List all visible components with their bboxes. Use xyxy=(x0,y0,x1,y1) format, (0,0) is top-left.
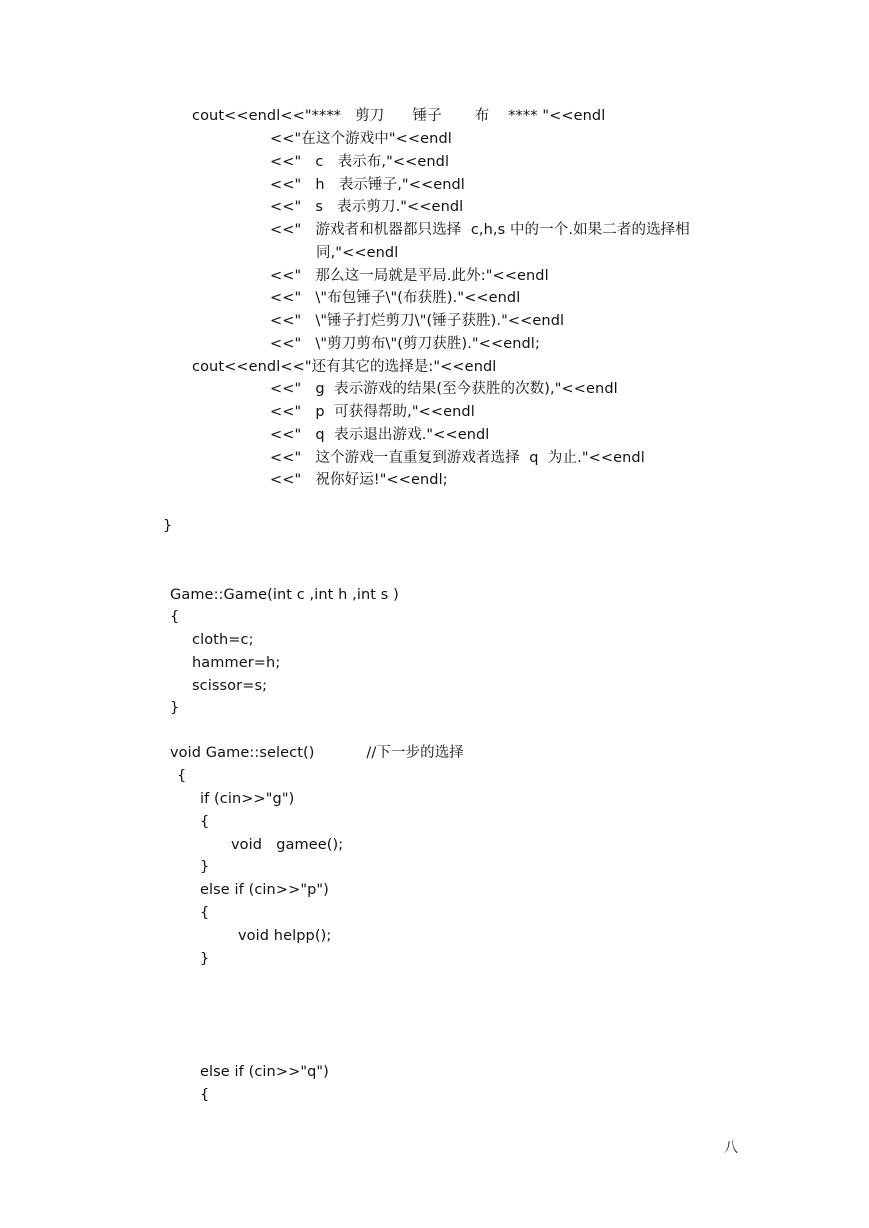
code-line: <<" c 表示布,"<<endl xyxy=(270,154,450,170)
code-line: <<" 游戏者和机器都只选择 c,h,s 中的一个.如果二者的选择相 xyxy=(270,222,690,238)
code-line: else if (cin>>"p") xyxy=(200,882,329,898)
code-line: { xyxy=(200,905,210,921)
code-line: <<"在这个游戏中"<<endl xyxy=(270,131,452,147)
code-line: <<" p 可获得帮助,"<<endl xyxy=(270,404,475,420)
code-line: <<" 这个游戏一直重复到游戏者选择 q 为止."<<endl xyxy=(270,450,645,466)
code-line: <<" \"剪刀剪布\"(剪刀获胜)."<<endl; xyxy=(270,336,540,352)
code-line: else if (cin>>"q") xyxy=(200,1064,329,1080)
code-line: { xyxy=(200,814,210,830)
code-line: 同,"<<endl xyxy=(316,245,399,261)
code-line: <<" \"锤子打烂剪刀\"(锤子获胜)."<<endl xyxy=(270,313,565,329)
code-line: } xyxy=(170,700,180,716)
page-number: 八 xyxy=(724,1140,738,1156)
code-line: { xyxy=(177,768,187,784)
code-line: { xyxy=(200,1087,210,1103)
code-line: <<" \"布包锤子\"(布获胜)."<<endl xyxy=(270,290,521,306)
code-line: scissor=s; xyxy=(192,678,268,694)
code-line: <<" s 表示剪刀."<<endl xyxy=(270,199,464,215)
code-line: cout<<endl<<"**** 剪刀 锤子 布 **** "<<endl xyxy=(192,108,606,124)
code-line: } xyxy=(200,859,210,875)
code-line: } xyxy=(200,951,210,967)
code-line: <<" g 表示游戏的结果(至今获胜的次数),"<<endl xyxy=(270,381,618,397)
code-line: <<" 那么这一局就是平局.此外:"<<endl xyxy=(270,268,549,284)
code-line: void gamee(); xyxy=(231,837,344,853)
code-line: <<" 祝你好运!"<<endl; xyxy=(270,472,448,488)
code-line: <<" q 表示退出游戏."<<endl xyxy=(270,427,490,443)
code-line: } xyxy=(163,518,173,534)
code-line: void Game::select() //下一步的选择 xyxy=(170,745,464,761)
code-line: Game::Game(int c ,int h ,int s ) xyxy=(170,587,399,603)
code-line: if (cin>>"g") xyxy=(200,791,295,807)
code-line: cout<<endl<<"还有其它的选择是:"<<endl xyxy=(192,359,497,375)
code-line: hammer=h; xyxy=(192,655,281,671)
code-line: cloth=c; xyxy=(192,632,254,648)
code-line: <<" h 表示锤子,"<<endl xyxy=(270,177,465,193)
code-line: { xyxy=(170,609,180,625)
code-line: void helpp(); xyxy=(238,928,332,944)
